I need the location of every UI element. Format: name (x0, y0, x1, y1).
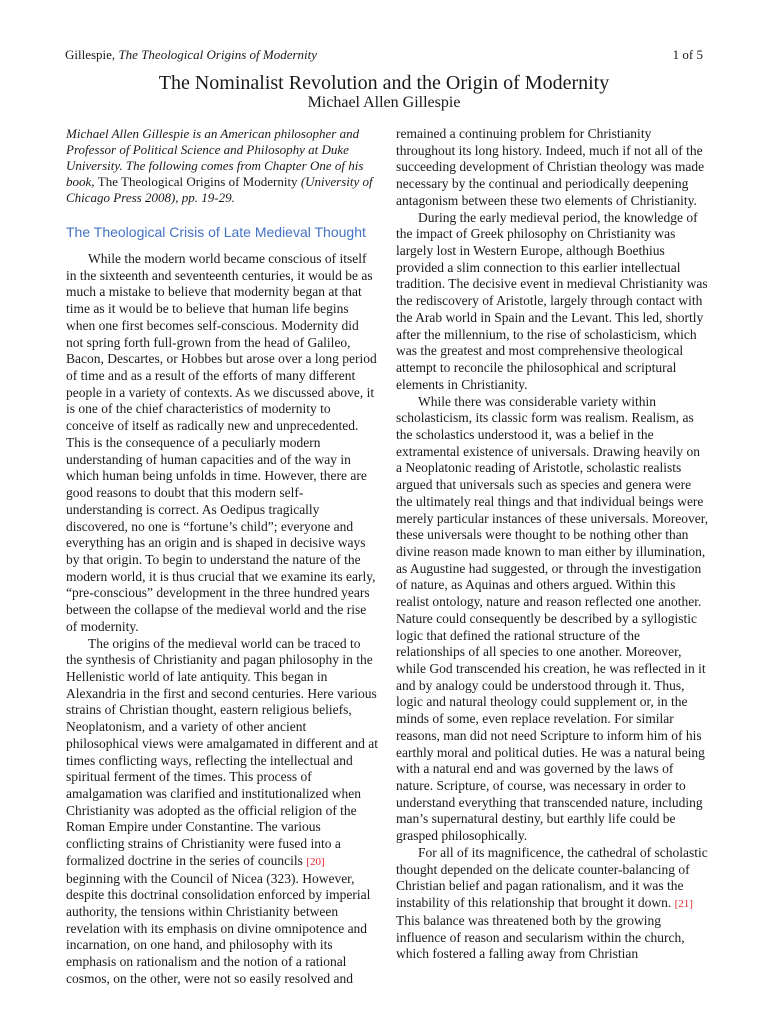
paragraph-2-text-b: beginning with the Council of Nicea (323). However, despite this doctrinal consolidation enforced by imperial authority, the tensions within Christianity between revelation with its emphasis on divine omnipotence and incarnation, on one hand, and philosophy with its emphasis on rationalism and the notion of a rational cosmos, on the other, were not so easily resolved and (66, 870, 371, 986)
paragraph-1: While the modern world became conscious of itself in the sixteenth and seventeenth centuries, it would be as much a mistake to believe that modernity began at that time as it would be to believe that human life begins when one first becomes self-conscious. Modernity did not spring forth full-grown from the head of Galileo, Bacon, Descartes, or Hobbes but arose over a long period of time and as a result of the efforts of many different people in a variety of contexts. As we discussed above, it is one of the chief characteristics of modernity to conceive of itself as radically new and unprecedented. This is the consequence of a peculiarly modern understanding of human capacities and of the way in which human being unfolds in time. However, there are good reasons to doubt that this modern self-understanding is correct. As Oedipus tragically discovered, no one is “fortune’s child”; everyone and everything has an origin and is shaped in decisive ways by that origin. To begin to understand the nature of the modern world, it is thus crucial that we examine its early, “pre-conscious” development in the three hundred years between the collapse of the medieval world and the rise of modernity. (66, 251, 377, 634)
paragraph-4: While there was considerable variety within scholasticism, its classic form was realism. Realism, as the scholastics understood it, was a belief in the extramental existence of universals. Drawing heavily on a Neoplatonic reading of Aristotle, scholastic realists argued that universals such as species and genera were the ultimately real things and that individual beings were merely particular instances of these universals. Moreover, these universals were thought to be nothing other than divine reason made known to man either by illumination, as Augustine had suggested, or through the investigation of nature, as Aquinas and others argued. Within this realist ontology, nature and reason reflected one another. Nature could consequently be described by a syllogistic logic that defined the rational structure of the relationships of all species to one another. Moreover, while God transcended his creation, he was reflected in it and by analogy could be understood through it. Thus, logic and natural theology could supplement or, in the minds of some, even replace revelation. For similar reasons, man did not need Scripture to inform him of his earthly moral and political duties. He was a natural being with a natural end and was governed by the laws of nature. Scripture, of course, was necessary in order to understand everything that transcended nature, including man’s supernatural destiny, but earthly life could be grasped philosophically. (396, 393, 709, 844)
paragraph-5-text-b: This balance was threatened both by the growing influence of reason and secularism within the church, which fostered a falling away from Christian (396, 912, 685, 962)
intro-text-2: (University of Chicago Press 2008), pp. 19-29. (66, 174, 373, 205)
intro-book-title: The Theological Origins of Modernity (97, 174, 298, 189)
page-indicator: 1 of 5 (672, 47, 703, 62)
header-author: Gillespie, (65, 47, 116, 62)
footnote-link-20[interactable]: [20] (306, 855, 325, 868)
running-header (65, 46, 703, 64)
paragraph-3: During the early medieval period, the knowledge of the impact of Greek philosophy on Christianity was largely lost in Western Europe, although Boethius provided a slim connection to this earlier intellectual tradition. The decisive event in medieval Christianity was the rediscovery of Aristotle, largely through contact with the Arab world in Spain and the Levant. This led, shortly after the millennium, to the rise of scholasticism, which was the greatest and most comprehensive theological attempt to reconcile the philosophical and scriptural elements in Christianity. (396, 209, 708, 392)
paragraph-2 (66, 636, 379, 988)
paragraph-2-continued: remained a continuing problem for Christianity throughout its long history. Indeed, much if not all of the succeeding development of Christian theology was made necessary by the continual and periodically deepening antagonism between these two elements of Christianity. (396, 126, 705, 208)
header-book-title: The Theological Origins of Modernity (118, 47, 318, 62)
paragraph-5-text-a: For all of its magnificence, the cathedral of scholastic thought depended on the delicate counter-balancing of Christian belief and pagan rationalism, and it was the instability of this relationship that brought it down. (396, 844, 708, 911)
paragraph-2-text-a: The origins of the medieval world can be traced to the synthesis of Christianity and pagan philosophy in the Hellenistic world of late antiquity. This began in Alexandria in the first and second centuries. Here various strains of Christian thought, eastern religious beliefs, Neoplatonism, and a variety of other ancient philosophical views were amalgamated in different and at times conflicting ways, reflecting the intellectual and spiritual ferment of the times. This process of amalgamation was clarified and institutionalized when Christianity was adopted as the official religion of the Roman Empire under Constantine. The various conflicting strains of Christianity were fused into a formalized doctrine in the series of councils (66, 635, 379, 868)
right-column (396, 126, 709, 963)
article-author: Michael Allen Gillespie (307, 94, 461, 111)
author-intro (66, 126, 379, 206)
article-title: The Nominalist Revolution and the Origin of Modernity (158, 72, 610, 94)
section-heading: The Theological Crisis of Late Medieval Thought (66, 224, 366, 240)
footnote-link-21[interactable]: [21] (674, 898, 693, 911)
paragraph-5 (396, 845, 709, 963)
header-citation (65, 46, 317, 64)
left-column (66, 126, 379, 988)
intro-text-1: Michael Allen Gillespie is an American philosopher and Professor of Political Science and Philosophy at Duke University. The following comes from Chapter One of his book, (66, 126, 364, 189)
